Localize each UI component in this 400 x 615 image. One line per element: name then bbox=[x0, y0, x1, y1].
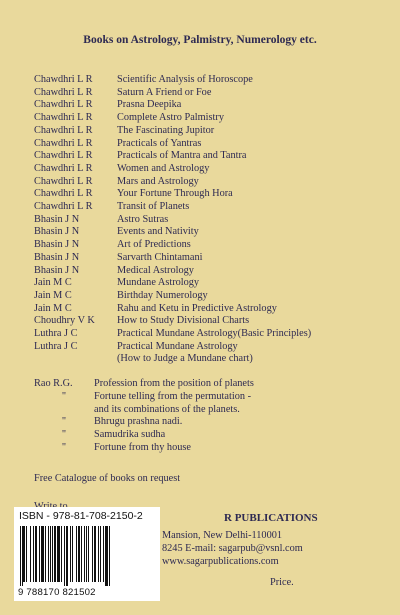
barcode-bar bbox=[66, 526, 68, 586]
book-title: Astro Sutras bbox=[117, 213, 169, 225]
book-row bbox=[34, 277, 374, 290]
book-row bbox=[34, 201, 374, 214]
book-author: Jain M C bbox=[34, 289, 72, 301]
book-row bbox=[34, 214, 374, 227]
book-author: Chawdhri L R bbox=[34, 162, 93, 174]
barcode-bar bbox=[52, 526, 53, 582]
rao-book-title: Samudrika sudha bbox=[94, 429, 166, 441]
book-title: (How to Judge a Mundane chart) bbox=[117, 353, 253, 365]
book-author: Jain M C bbox=[34, 277, 72, 289]
book-author: Chawdhri L R bbox=[34, 99, 93, 111]
book-author: Chawdhri L R bbox=[34, 112, 93, 124]
book-row bbox=[34, 150, 374, 163]
barcode-bar bbox=[22, 526, 23, 586]
book-row bbox=[34, 188, 374, 201]
rao-book-title: Fortune from thy house bbox=[94, 441, 191, 453]
book-title: Women and Astrology bbox=[117, 162, 210, 174]
book-row bbox=[34, 328, 374, 341]
rao-book-row bbox=[34, 404, 379, 417]
book-row bbox=[34, 265, 374, 278]
book-author: Bhasin J N bbox=[34, 264, 80, 276]
publisher-name: R PUBLICATIONS bbox=[224, 512, 318, 524]
book-title: Sarvarth Chintamani bbox=[117, 251, 203, 263]
barcode-bar bbox=[100, 526, 101, 582]
barcode-bar bbox=[48, 526, 49, 582]
book-row bbox=[34, 74, 374, 87]
isbn-barcode bbox=[14, 507, 160, 601]
barcode-bar bbox=[54, 526, 56, 582]
rao-book-title: and its combinations of the planets. bbox=[94, 403, 240, 415]
book-title: Complete Astro Palmistry bbox=[117, 112, 224, 124]
barcode-bar bbox=[109, 526, 110, 586]
book-title: Saturn A Friend or Foe bbox=[117, 86, 212, 98]
book-author: Chawdhri L R bbox=[34, 137, 93, 149]
barcode-bar bbox=[86, 526, 87, 582]
barcode-bar bbox=[50, 526, 51, 582]
barcode-bar bbox=[26, 526, 27, 582]
barcode-digits: 9 788170 821502 bbox=[18, 587, 96, 598]
book-row bbox=[34, 252, 374, 265]
rao-book-row bbox=[34, 429, 379, 442]
book-row bbox=[34, 125, 374, 138]
book-author: Chawdhri L R bbox=[34, 175, 93, 187]
book-title: The Fascinating Jupitor bbox=[117, 124, 215, 136]
book-title: Your Fortune Through Hora bbox=[117, 188, 233, 200]
book-row bbox=[34, 303, 374, 316]
barcode-bar bbox=[76, 526, 77, 582]
publisher-website: www.sagarpublications.com bbox=[162, 556, 279, 567]
barcode-bar bbox=[92, 526, 93, 582]
book-author: Bhasin J N bbox=[34, 251, 80, 263]
rao-book-author: " bbox=[61, 441, 67, 453]
book-title: Practical Mundane Astrology(Basic Principles) bbox=[117, 328, 312, 340]
catalogue-note: Free Catalogue of books on request bbox=[34, 473, 181, 484]
book-title: Events and Nativity bbox=[117, 226, 199, 238]
barcode-bar bbox=[61, 526, 62, 582]
rao-book-row bbox=[34, 378, 379, 391]
rao-book-author: " bbox=[61, 429, 67, 441]
book-author: Choudhry V K bbox=[34, 315, 95, 327]
book-row bbox=[34, 290, 374, 303]
book-title: Mars and Astrology bbox=[117, 175, 199, 187]
publisher-contact: 8245 E-mail: sagarpub@vsnl.com bbox=[162, 543, 303, 554]
book-title: Medical Astrology bbox=[117, 264, 194, 276]
rao-book-author: " bbox=[61, 390, 67, 402]
book-row bbox=[34, 163, 374, 176]
book-row bbox=[34, 99, 374, 112]
book-row bbox=[34, 112, 374, 125]
book-author: Chawdhri L R bbox=[34, 188, 93, 200]
book-author: Chawdhri L R bbox=[34, 74, 93, 85]
book-title: Practicals of Yantras bbox=[117, 137, 202, 149]
barcode-bar bbox=[81, 526, 82, 582]
rao-book-row bbox=[34, 442, 379, 455]
barcode-bar bbox=[98, 526, 99, 582]
book-title: Art of Predictions bbox=[117, 239, 191, 251]
book-title: Rahu and Ketu in Predictive Astrology bbox=[117, 302, 277, 314]
book-row bbox=[34, 341, 374, 354]
book-author: Luthra J C bbox=[34, 340, 78, 352]
barcode-bar bbox=[23, 526, 25, 582]
barcode-bar bbox=[35, 526, 37, 582]
barcode-bar bbox=[105, 526, 108, 586]
book-title: Prasna Deepika bbox=[117, 99, 182, 111]
barcode-bar bbox=[64, 526, 65, 586]
barcode-bar bbox=[78, 526, 80, 582]
isbn-label: ISBN - 978-81-708-2150-2 bbox=[19, 510, 143, 522]
book-row bbox=[34, 353, 374, 366]
price-label: Price. bbox=[270, 577, 294, 588]
book-author bbox=[34, 353, 117, 366]
barcode-bar bbox=[57, 526, 60, 582]
book-row bbox=[34, 138, 374, 151]
book-author: Bhasin J N bbox=[34, 239, 80, 251]
book-author: Bhasin J N bbox=[34, 226, 80, 238]
book-title: Transit of Planets bbox=[117, 201, 190, 213]
book-author: Bhasin J N bbox=[34, 213, 80, 225]
barcode-bar bbox=[39, 526, 40, 582]
book-author: Chawdhri L R bbox=[34, 124, 93, 136]
rao-book-title: Fortune telling from the permutation - bbox=[94, 390, 251, 402]
page-title: Books on Astrology, Palmistry, Numerology etc. bbox=[83, 34, 317, 46]
rao-book-title: Bhrugu prashna nadi. bbox=[94, 416, 183, 428]
book-row bbox=[34, 226, 374, 239]
book-author: Chawdhri L R bbox=[34, 201, 93, 213]
barcode-bar bbox=[84, 526, 85, 582]
book-author: Chawdhri L R bbox=[34, 150, 93, 162]
barcode-bar bbox=[20, 526, 21, 586]
barcode-bars bbox=[20, 526, 154, 586]
book-author: Chawdhri L R bbox=[34, 86, 93, 98]
barcode-bar bbox=[45, 526, 46, 582]
barcode-bar bbox=[88, 526, 89, 582]
barcode-bar bbox=[70, 526, 71, 582]
barcode-bar bbox=[41, 526, 44, 582]
rao-book-author: " bbox=[61, 416, 67, 428]
book-title: How to Study Divisional Charts bbox=[117, 315, 250, 327]
book-title: Birthday Numerology bbox=[117, 289, 208, 301]
book-row bbox=[34, 176, 374, 189]
book-row bbox=[34, 239, 374, 252]
book-row bbox=[34, 315, 374, 328]
book-author: Jain M C bbox=[34, 302, 72, 314]
publisher-address: Mansion, New Delhi-110001 bbox=[162, 530, 283, 541]
rao-book-row bbox=[34, 416, 379, 429]
barcode-bar bbox=[72, 526, 73, 582]
book-row bbox=[34, 87, 374, 100]
book-title: Scientific Analysis of Horoscope bbox=[117, 74, 253, 85]
book-title: Practical Mundane Astrology bbox=[117, 340, 238, 352]
rao-book-author bbox=[34, 404, 94, 417]
book-author: Luthra J C bbox=[34, 328, 78, 340]
barcode-bar bbox=[30, 526, 31, 582]
rao-book-title: Profession from the position of planets bbox=[94, 378, 254, 389]
rao-book-author: Rao R.G. bbox=[34, 378, 73, 389]
book-title: Mundane Astrology bbox=[117, 277, 200, 289]
rao-book-list bbox=[34, 378, 379, 455]
book-title: Practicals of Mantra and Tantra bbox=[117, 150, 247, 162]
barcode-bar bbox=[33, 526, 34, 582]
barcode-bar bbox=[103, 526, 104, 582]
barcode-bar bbox=[94, 526, 96, 582]
rao-book-row bbox=[34, 391, 379, 404]
book-list bbox=[34, 74, 374, 366]
